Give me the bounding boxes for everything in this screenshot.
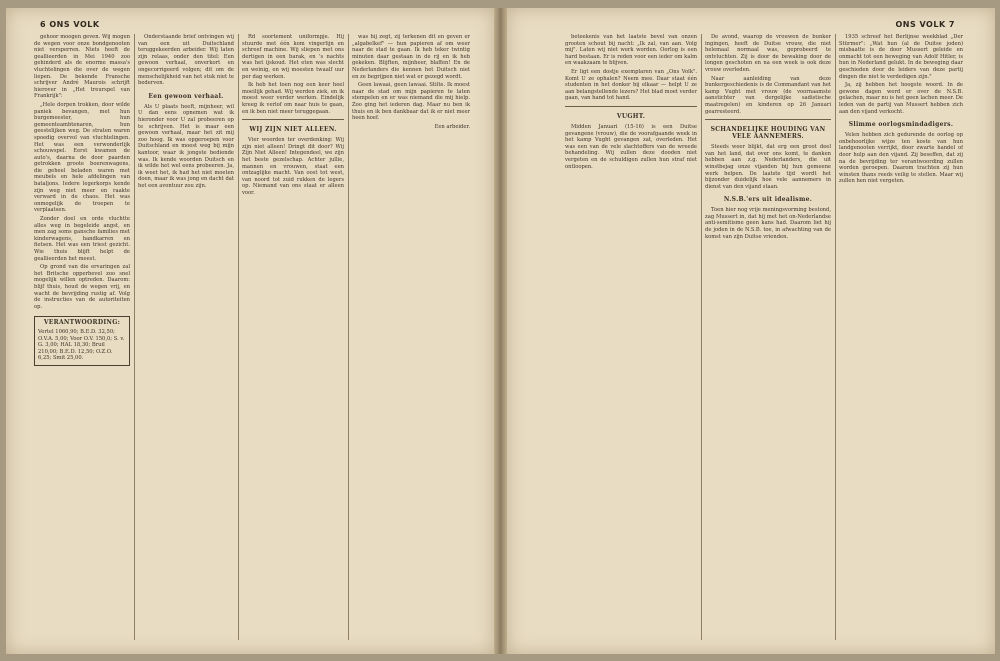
page-header-left: 6 ONS VOLK bbox=[40, 20, 100, 29]
verantwoording-text: Vertel 1060,90; B.E.D. 32,50; O.V.A. 5,00; Voor O.V. 150,0; S. v. G. 3,00; HAL 18,30; Bruil 210,00; B.E.D. 12,50; O.Z.O. 6,25; Smit 25,00. bbox=[38, 328, 125, 362]
section-rule bbox=[565, 106, 697, 107]
paragraph: De avond, waarop de vrouwen de bunker ingingen, heeft de Duitse vrouw, die niet helemaal normaal was, geprobeerd te ontvluchten. Zij is door de bewaking door de longen geschoten en na een week is ook deze vrouw overleden. bbox=[705, 34, 831, 73]
right-page bbox=[507, 8, 995, 654]
right-column-3 bbox=[839, 34, 963, 642]
column-divider bbox=[701, 34, 702, 640]
column-divider bbox=[348, 34, 349, 640]
paragraph: Als U plaats heeft, mijnheer, wil U dan eens opnemen wat ik hieronder voor U zal probeeren op te schrijven. Het is maar een gewoon verhaal, maar het zit mij zoo hoog. Ik was opgeroepen voor Duitschland en moest weg bij mijn kantoor, waar ik jongste bediende was. Ik kende woorden Duitsch en ik wilde het wel eens probeeren. Ja, ik weet het, ik had het niet moeten doen, maar ik was jong en dacht dat het een avontuur zou zijn. bbox=[138, 103, 234, 189]
paragraph: Ik heb het toen nog een keer heel moeilijk gehad. Wij werden ziek, en ik moest weer verder werken. Eindelijk kreeg ik verlof om naar huis te gaan, en ik ben niet meer teruggegaan. bbox=[242, 82, 344, 115]
paragraph: Zonder doel en orde vluchtte alles weg in begeleide angst, en men zag soms gansche families met kinderwagens, handkarren en fietsen. Het was een triest gezicht. Wie thuis blijft helpt de geallieerden het meest. bbox=[34, 216, 130, 262]
page-header-right: ONS VOLK 7 bbox=[895, 20, 955, 29]
section-rule bbox=[242, 119, 344, 120]
verantwoording-title: VERANTWOORDING: bbox=[43, 319, 121, 327]
right-column-1 bbox=[565, 34, 697, 642]
article-heading: WIJ ZIJN NIET ALLEEN. bbox=[249, 126, 337, 134]
paragraph: Onderstaande brief ontvingen wij van een uit Duitschland teruggekeerden arbeider. Wij laten zijn relaas, onder den titel: Een gewoon verhaal, onverkort en ongecorrigeerd volgen; dit om de menschelijkheid van het stuk niet te bederven. bbox=[138, 34, 234, 87]
column-divider bbox=[238, 34, 239, 640]
left-page bbox=[6, 8, 494, 654]
column-divider bbox=[835, 34, 836, 640]
paragraph: beteekenis van het laatste bevel van onzen grooten schout bij nacht: „Ik zal, van aan. Volg mij". Laten wij niet werk worden. Oorlog is een hard bestaan. Er is reden voor een ieder om kalm en waakzaam te blijven. bbox=[565, 34, 697, 67]
paragraph: Ja, zij hebben het hoogste woord. In de gewone dagen werd er over de N.S.B. gelachen, maar nu is het geen lachen meer. De leden van de partij van Mussert hebben zich aan den vijand verkocht. bbox=[839, 82, 963, 115]
paragraph: Geen lawaai, geen lawaai. Stilte. Ik moest naar de stad om mijn papieren te laten stempelen en er was niemand die mij hielp. Zoo ging het iederen dag. Maar nu ben ik thuis en ik ben dankbaar dat ik er niet meer heen hoef. bbox=[352, 82, 470, 122]
paragraph: Velen hebben zich gedurende de oorlog op onbehoorlijke wijze ten koste van hun landgenooten verrijkt, door zwarte handel of door hulp aan den vijand. Zij beseffen, dat zij na de bevrijding ter verantwoording zullen worden geroepen. Daarom trachten zij hun winsten thans reeds veilig te stellen. Maar wij zullen hen niet vergeten. bbox=[839, 132, 963, 185]
article-heading: SCHANDELIJKE HOUDING VAN VELE AANNEMERS. bbox=[710, 126, 826, 141]
paragraph: Rd soortement uniformpje. Hij stuurde met één kom vingerlijn en schreef machine. Wij sliepen met ons dertigen in een barak, en 's nachts was het ijskoud. Het eten was slecht en weinig, en wij moesten twaalf uur per dag werken. bbox=[242, 34, 344, 80]
left-column-2 bbox=[138, 34, 234, 642]
paragraph: „Hele dorpen trokken, door wilde paniek bevangen, met hun burgemeester, hun gemeenteambtenaren, hun geestelijken weg. De straten waren spoedig overvol van vluchtelingen. Het was een verwonderlijk schouwspel. Eerst kwamen de auto's, daarna de door paarden getrokken groote boerenwagens, die geheel beladen waren met meubels en hele afdelingen van bataljons. Iedere legerkorps kende zijn weg niet meer en raakte verward in de chaos. Het was onmogelijk de troepen te verplaatsen. bbox=[34, 101, 130, 214]
paragraph: Op grond van die ervaringen zal het Britsche opperbevel zoo snel mogelijk willen optreden. Daarom: blijf thuis, houd de wegen vrij, en wacht de bevrijding rustig af. Volg de instructies van de autoriteiten op. bbox=[34, 264, 130, 310]
book-spine bbox=[494, 8, 507, 654]
paragraph: 1935 schreef het Berlijnse weekblad „Der Stürmer": „Wat hun (al de Duitse joden) misbaatte is de door Mussert geleide en onmacht tot een beweging van Adolf Hitler, is hun in Nederland gelukt. In de beweging daar geschieden door de leiders van deze partij dingen die niet te verdedigen zijn." bbox=[839, 34, 963, 80]
paragraph: was hij zegt, zij terkenen dit en geven er „algabelkef" — hun papieren af om weer naar de stad te gaan. Ik heb teker twintig minuten daar gestaan in de rij en ik heb gekeken. Blijften, mijnheer, blaffen! En de Nederlanders die kennen het Duitsch niet en ze begrijpen niet wat er gezegd wordt. bbox=[352, 34, 470, 80]
left-column-4 bbox=[352, 34, 470, 642]
verantwoording-box bbox=[34, 316, 130, 366]
column-divider bbox=[134, 34, 135, 640]
paragraph: Vier woorden ter overdenking: Wij zijn niet alleen! Dringt dit door? Wij Zijn Niet Alleen! Integendeel, we zijn het beste gezelschap. Achter jullie, mannen en vrouwen, staat een ontzaglijke macht. Van oost tot west, van noord tot zuid rukken de legers op. Niemand van ons staat er alleen voor. bbox=[242, 137, 344, 196]
paragraph: Steeds weer blijkt, dat erg een groot deel van het land, dat over ons komt, te danken hebben aan z.g. Nederlanders, die uit winstbejag onze vijanden bij hun gemeene werk helpen. De laatste tijd wordt het bijzonder duidelijk hoe vele aannemers in dienst van den vijand staan. bbox=[705, 144, 831, 190]
section-rule bbox=[705, 119, 831, 120]
paragraph: Toen hier nog vrije meningsvorming bestond, zag Mussert in, dat hij met het on-Nederlandse anti-semitisme geen kans had. Daarom liet hij de joden in de N.S.B. toe, in afwachting van de komst van zijn Duitse vrienden. bbox=[705, 207, 831, 240]
paragraph: Er ligt een dostje exemplaren van „Ons Volk". Komt U ze ophalen? Neem mee. Daar staat één studenten in het donker bij elkaar — helpt U ze aan belangstellende lezers? Het blad moet verder gaan, van hand tot hand. bbox=[565, 68, 697, 102]
article-heading: Slimme oorlogsmindadigers. bbox=[848, 121, 954, 129]
article-heading: VUGHT. bbox=[616, 112, 646, 120]
paragraph: Midden Januari (15-16) is een Duitse gevangene (vrouw), die de voorafgaande week in het kamp Vught gevangen zat, overleden. Het was een van de vele slachtoffers van de wreede behandeling. Wij zullen deze dooden niet vergeten en de schuldigen zullen hun straf niet ontloopen. bbox=[565, 123, 697, 170]
article-heading: N.S.B.'ers uit idealisme. bbox=[723, 196, 813, 204]
left-column-1 bbox=[34, 34, 130, 642]
signoff: Een arbeider. bbox=[434, 123, 470, 130]
paragraph: Naar aanleiding van deze bunkergeschiedenis is de Commandant van het kamp Vught met vrouw (de voornaamste aanstichter van dergelijke sadistische maatregelen) en kinderen op 26 Januari gearresteerd. bbox=[705, 75, 831, 115]
right-column-2 bbox=[705, 34, 831, 642]
left-column-3 bbox=[242, 34, 344, 642]
paragraph: gehoor moogen geven. Wij mogen de wegen voor onze bondgenooten niet versperren. Niets heeft de geallieerden in Mei 1940 zoo gehinderd als de enorme massa's vluchtelingen die over de wegen liepen. De bekende Fransche schrijver André Maurois schrijft hierover in „Het treurspel van Frankrijk": bbox=[34, 34, 130, 100]
article-heading: Een gewoon verhaal. bbox=[148, 92, 224, 100]
